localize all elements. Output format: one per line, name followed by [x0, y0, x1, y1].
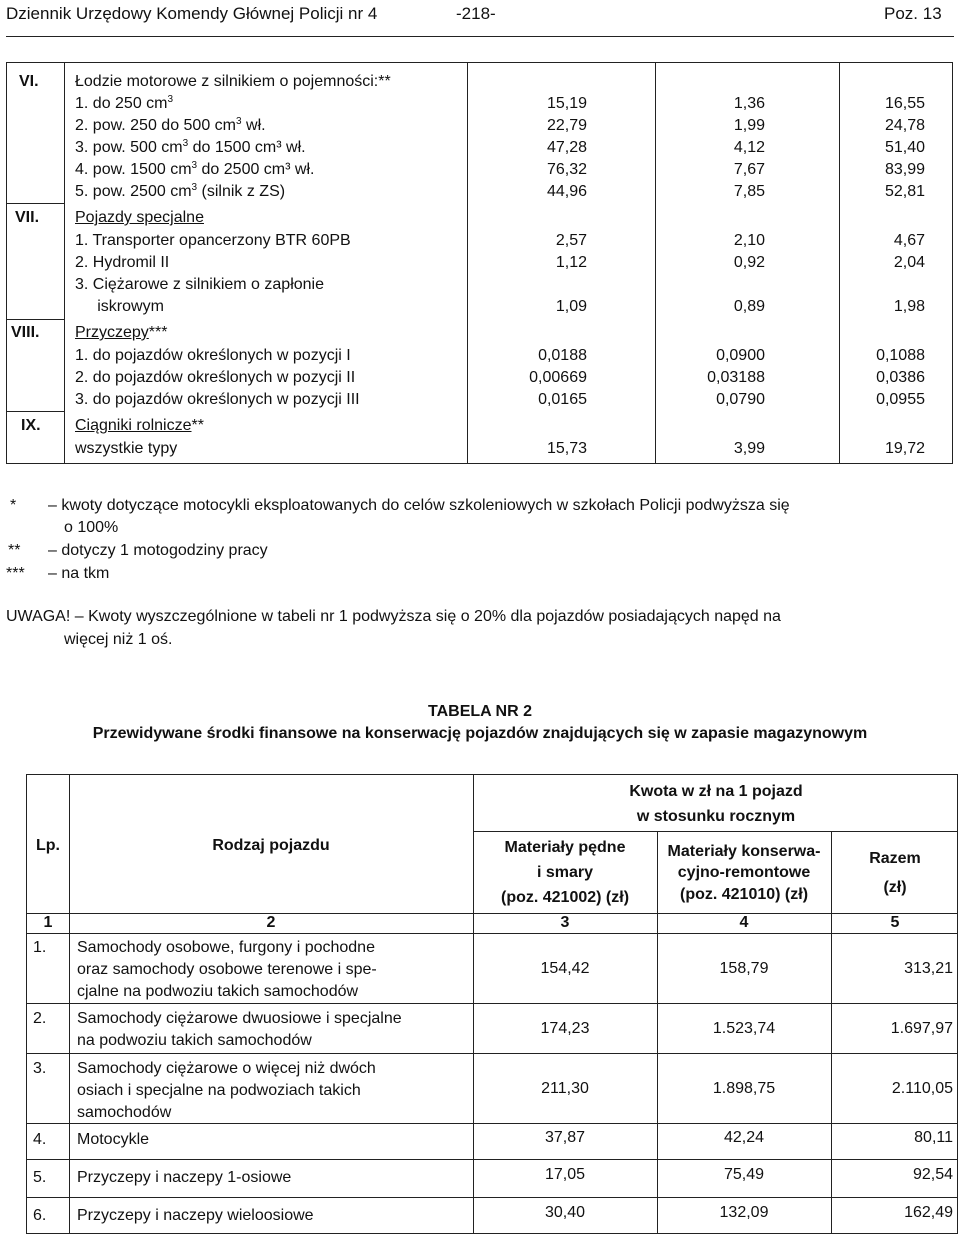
row-label: 2. do pojazdów określonych w pozycji II: [75, 369, 356, 386]
column-header-total: (zł): [883, 879, 907, 896]
value-maintenance: 0,89: [733, 298, 765, 315]
value-total: 2,04: [893, 254, 925, 271]
row-label: 3. do pojazdów określonych w pozycji III: [75, 391, 360, 408]
vehicle-type: Przyczepy i naczepy wieloosiowe: [77, 1207, 314, 1224]
section-number: IX.: [21, 417, 41, 434]
value-fuel: 30,40: [544, 1204, 586, 1221]
section-title: Łodzie motorowe z silnikiem o pojemności:**: [75, 73, 391, 90]
vehicle-type: oraz samochody osobowe terenowe i spe-: [77, 961, 377, 978]
column-header-total: Razem: [869, 850, 921, 867]
column-number: 2: [266, 914, 276, 931]
value-maintenance: 0,0790: [716, 391, 765, 408]
value-total: 1,98: [893, 298, 925, 315]
section-number: VI.: [19, 73, 39, 90]
footnote-text: o 100%: [64, 519, 119, 536]
row-label: 3. Ciężarowe z silnikiem o zapłonie: [75, 276, 324, 293]
row-label: 2. Hydromil II: [75, 254, 170, 271]
value-maintenance: 1,36: [733, 95, 765, 112]
section-number: VII.: [15, 209, 40, 226]
row-divider: [27, 933, 957, 934]
row-number: 1.: [33, 939, 47, 956]
column-divider: [64, 63, 65, 463]
value-maintenance: 2,10: [733, 232, 765, 249]
value-maintenance: 1.523,74: [712, 1020, 776, 1037]
value-materials: 1,12: [555, 254, 587, 271]
value-fuel: 37,87: [544, 1129, 586, 1146]
value-total: 24,78: [884, 117, 925, 134]
value-maintenance: 132,09: [719, 1204, 769, 1221]
value-materials: 15,73: [546, 440, 587, 457]
value-materials: 15,19: [546, 95, 587, 112]
value-maintenance: 7,67: [733, 161, 765, 178]
row-divider: [27, 1159, 957, 1160]
section-number: VIII.: [11, 324, 40, 341]
footnote-text: – na tkm: [48, 565, 110, 582]
value-total: 162,49: [904, 1204, 953, 1221]
row-label: 1. do pojazdów określonych w pozycji I: [75, 347, 351, 364]
value-total: 52,81: [884, 183, 925, 200]
column-number: 5: [890, 914, 900, 931]
footnote-mark: *: [10, 497, 17, 514]
section-title: Przyczepy***: [75, 324, 168, 341]
value-materials: 0,00669: [529, 369, 587, 386]
value-fuel: 174,23: [540, 1020, 590, 1037]
value-maintenance: 3,99: [733, 440, 765, 457]
value-fuel: 17,05: [544, 1166, 586, 1183]
vehicle-type: Samochody ciężarowe dwuosiowe i specjalne: [77, 1010, 402, 1027]
position-label: Poz. 13: [884, 4, 942, 23]
row-number: 5.: [33, 1169, 47, 1186]
column-header-maintenance: cyjno-remontowe: [677, 864, 811, 881]
footnote-mark: **: [8, 542, 21, 559]
page-number: -218-: [456, 4, 496, 23]
row-label: 3. pow. 500 $cm^3$ do 1500 cm³ wł.: [75, 138, 306, 156]
column-header-type: Rodzaj pojazdu: [212, 837, 330, 854]
row-number: 4.: [33, 1131, 47, 1148]
value-total: 0,0955: [876, 391, 925, 408]
journal-title: Dziennik Urzędowy Komendy Głównej Policji nr 4: [6, 4, 378, 23]
value-fuel: 211,30: [541, 1080, 589, 1097]
value-maintenance: 75,49: [723, 1166, 765, 1183]
footnote-mark: ***: [6, 565, 25, 582]
vehicle-type: cjalne na podwoziu takich samochodów: [77, 983, 359, 1000]
column-number: 1: [43, 914, 53, 931]
value-total: 19,72: [884, 440, 925, 457]
vehicle-rates-table: [6, 62, 953, 464]
section-title: Ciągniki rolnicze**: [75, 417, 204, 434]
storage-maintenance-table: [26, 774, 958, 1234]
row-label: 5. pow. 2500 $cm^3$ (silnik z ZS): [75, 182, 286, 200]
row-divider: [7, 203, 64, 204]
row-number: 3.: [33, 1060, 47, 1077]
value-materials: 22,79: [546, 117, 587, 134]
vehicle-type: na podwoziu takich samochodów: [77, 1032, 312, 1049]
row-divider: [27, 1003, 957, 1004]
row-divider: [7, 319, 64, 320]
value-materials: 1,09: [555, 298, 587, 315]
section-title: Pojazdy specjalne: [75, 209, 204, 226]
value-maintenance: 4,12: [733, 139, 765, 156]
value-materials: 76,32: [546, 161, 587, 178]
value-total: 1.697,97: [890, 1020, 953, 1037]
value-total: 0,1088: [876, 347, 925, 364]
footnote-text: – dotyczy 1 motogodziny pracy: [48, 542, 268, 559]
column-header-lp: Lp.: [36, 837, 60, 854]
value-total: 16,55: [884, 95, 925, 112]
row-divider: [27, 1197, 957, 1198]
column-number: 3: [560, 914, 570, 931]
value-total: 80,11: [914, 1129, 953, 1146]
row-label: 1. Transporter opancerzony BTR 60PB: [75, 232, 351, 249]
value-materials: 0,0165: [538, 391, 587, 408]
value-total: 313,21: [904, 960, 953, 977]
table-heading: TABELA NR 2: [428, 703, 532, 720]
row-divider: [473, 831, 957, 832]
vehicle-type: Przyczepy i naczepy 1-osiowe: [77, 1169, 292, 1186]
value-maintenance: 1.898,75: [712, 1080, 776, 1097]
column-header-fuel: i smary: [536, 864, 594, 881]
value-materials: 0,0188: [538, 347, 587, 364]
value-total: 51,40: [884, 139, 925, 156]
footnote-text: – kwoty dotyczące motocykli eksploatowanych do celów szkoleniowych w szkołach Policji podwyższa się: [48, 497, 790, 514]
value-maintenance: 42,24: [723, 1129, 765, 1146]
column-number: 4: [739, 914, 749, 931]
value-materials: 47,28: [546, 139, 587, 156]
row-label: wszystkie typy: [75, 440, 178, 457]
column-header-maintenance: Materiały konserwa-: [667, 843, 821, 860]
vehicle-type: Samochody osobowe, furgony i pochodne: [77, 939, 375, 956]
column-header-fuel: Materiały pędne: [504, 839, 626, 856]
value-fuel: 154,42: [540, 960, 590, 977]
vehicle-type: Samochody ciężarowe o więcej niż dwóch: [77, 1060, 376, 1077]
value-maintenance: 0,03188: [707, 369, 765, 386]
value-maintenance: 0,92: [733, 254, 765, 271]
value-maintenance: 0,0900: [716, 347, 765, 364]
warning-note: UWAGA! – Kwoty wyszczególnione w tabeli nr 1 podwyższa się o 20% dla pojazdów posiadających napęd na: [6, 608, 781, 625]
column-header-amount: Kwota w zł na 1 pojazd: [629, 783, 803, 800]
header-rule: [6, 36, 954, 37]
vehicle-type: Motocykle: [77, 1131, 150, 1148]
row-number: 6.: [33, 1207, 47, 1224]
value-total: 83,99: [884, 161, 925, 178]
row-label: 2. pow. 250 do 500 $cm^3$ wł.: [75, 116, 266, 134]
value-materials: 2,57: [555, 232, 587, 249]
value-maintenance: 7,85: [733, 183, 765, 200]
row-divider: [7, 411, 64, 412]
vehicle-type: osiach i specjalne na podwoziach takich: [77, 1082, 361, 1099]
row-divider: [27, 1053, 957, 1054]
column-header-maintenance: (poz. 421010) (zł): [679, 886, 809, 903]
column-header-amount: w stosunku rocznym: [636, 808, 796, 825]
table-subheading: Przewidywane środki finansowe na konserwację pojazdów znajdujących się w zapasie magazynowym: [92, 725, 868, 742]
value-maintenance: 158,79: [719, 960, 769, 977]
value-maintenance: 1,99: [733, 117, 765, 134]
warning-note: więcej niż 1 oś.: [64, 631, 173, 648]
value-materials: 44,96: [546, 183, 587, 200]
row-label: 1. do 250 $cm^3$: [75, 94, 174, 112]
vehicle-type: samochodów: [77, 1104, 172, 1121]
row-number: 2.: [33, 1010, 47, 1027]
value-total: 2.110,05: [891, 1080, 953, 1097]
row-label: iskrowym: [75, 298, 164, 315]
value-total: 4,67: [893, 232, 925, 249]
value-total: 92,54: [912, 1166, 953, 1183]
value-total: 0,0386: [876, 369, 925, 386]
column-header-fuel: (poz. 421002) (zł): [500, 889, 630, 906]
row-label: 4. pow. 1500 $cm^3$ do 2500 cm³ wł.: [75, 160, 315, 178]
